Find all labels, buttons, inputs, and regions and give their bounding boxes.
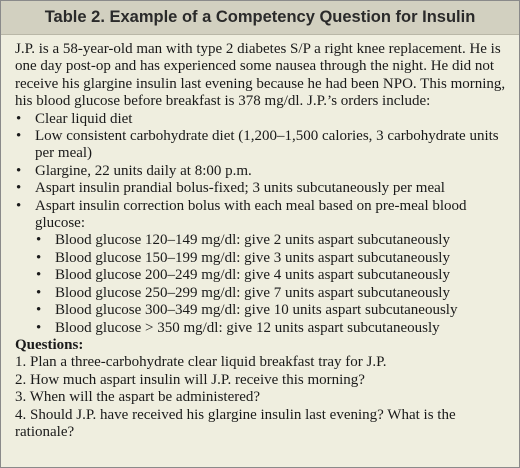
order-item-correction [15, 198, 509, 337]
order-item: • Low consistent carbohydrate diet (1,200–1,500 calories, 3 carbohydrate units per meal) [15, 128, 509, 163]
order-item: • Aspart insulin prandial bolus-fixed; 3 units subcutaneously per meal [15, 180, 509, 197]
order-item-correction-label: Aspart insulin correction bolus with each meal based on pre-meal blood glucose: [35, 197, 467, 232]
questions-heading: Questions: [15, 336, 84, 353]
orders-list [15, 111, 509, 337]
question-item: 2. How much aspart insulin will J.P. receive this morning? [15, 371, 365, 388]
correction-scale-item: • Blood glucose 250–299 mg/dl: give 7 units aspart subcutaneously [35, 285, 509, 302]
correction-scale-item: • Blood glucose 200–249 mg/dl: give 4 units aspart subcutaneously [35, 267, 509, 284]
correction-scale-item: • Blood glucose 300–349 mg/dl: give 10 units aspart subcutaneously [35, 302, 509, 319]
correction-scale-list [35, 232, 509, 336]
order-item: • Glargine, 22 units daily at 8:00 p.m. [15, 163, 509, 180]
correction-scale-item: • Blood glucose 120–149 mg/dl: give 2 units aspart subcutaneously [35, 232, 509, 249]
question-item: 3. When will the aspart be administered? [15, 389, 261, 406]
question-item: 1. Plan a three-carbohydrate clear liquid breakfast tray for J.P. [15, 354, 387, 371]
order-item: • Clear liquid diet [15, 111, 509, 128]
questions-list [15, 354, 509, 441]
table-header [1, 1, 519, 35]
correction-scale-item: • Blood glucose 150–199 mg/dl: give 3 units aspart subcutaneously [35, 250, 509, 267]
correction-scale-item: • Blood glucose > 350 mg/dl: give 12 units aspart subcutaneously [35, 320, 509, 337]
table-body [1, 35, 519, 441]
scenario-paragraph: J.P. is a 58-year-old man with type 2 diabetes S/P a right knee replacement. He is one day post-op and has experienced some nausea through the night. He did not receive his glargine insulin last evening because he had been NPO. This morning, his blood glucose before breakfast is 378 mg/dl. J.P.’s orders include: [15, 41, 506, 110]
table-title: Table 2. Example of a Competency Question for Insulin [44, 8, 476, 26]
question-item: 4. Should J.P. have received his glargine insulin last evening? What is the rationale? [15, 406, 456, 440]
